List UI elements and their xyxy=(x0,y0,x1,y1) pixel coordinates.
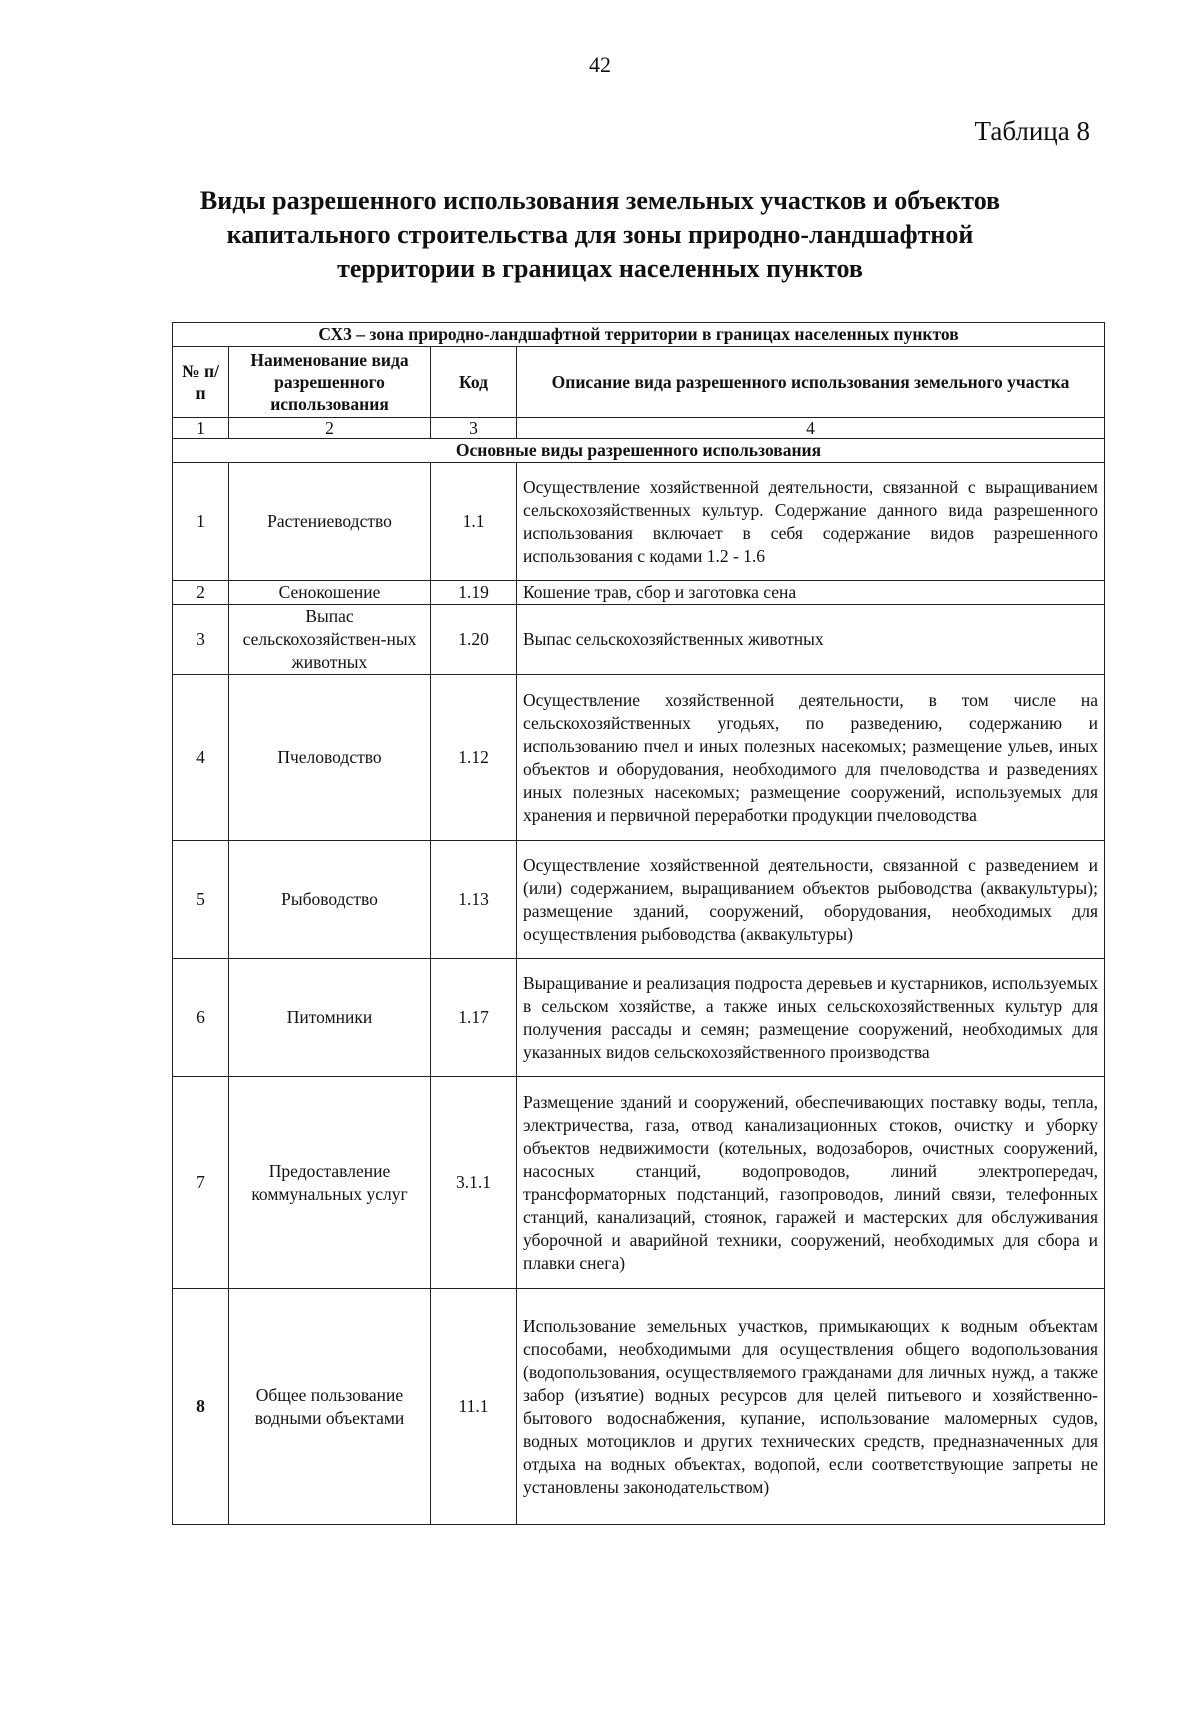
table-row xyxy=(173,605,1105,675)
row-name: Рыбоводство xyxy=(229,841,431,959)
column-number: 2 xyxy=(229,418,431,439)
row-code: 1.13 xyxy=(431,841,517,959)
table-row xyxy=(173,841,1105,959)
land-use-table xyxy=(172,322,1105,1525)
column-number: 4 xyxy=(517,418,1105,439)
page-number: 42 xyxy=(589,52,611,77)
header-code: Код xyxy=(431,347,517,418)
row-num: 7 xyxy=(173,1077,229,1289)
table-row xyxy=(173,581,1105,605)
row-name: Питомники xyxy=(229,959,431,1077)
row-code: 1.1 xyxy=(431,463,517,581)
section-row xyxy=(173,439,1105,463)
row-num: 5 xyxy=(173,841,229,959)
row-code: 1.17 xyxy=(431,959,517,1077)
document-title xyxy=(100,184,1100,286)
header-description: Описание вида разрешенного использования земельного участка xyxy=(517,347,1105,418)
row-description: Использование земельных участков, примыкающих к водным объектам способами, необходимыми для осуществления общего водопользования (водопользования, осуществляемого гражданами для личных нужд, а также забор (изъятие) водных ресурсов для целей питьевого и хозяйственно-бытового водоснабжения, купание, использование маломерных судов, водных мотоциклов и других технических средств, предназначенных для отдыха на водных объектах, водопой, если соответствующие запреты не установлены законодательством) xyxy=(517,1289,1105,1525)
column-header-row xyxy=(173,347,1105,418)
table-row xyxy=(173,959,1105,1077)
row-num: 4 xyxy=(173,675,229,841)
row-code: 3.1.1 xyxy=(431,1077,517,1289)
header-num: № п/п xyxy=(173,347,229,418)
header-name: Наименование вида разрешенного использования xyxy=(229,347,431,418)
row-name: Предоставление коммунальных услуг xyxy=(229,1077,431,1289)
row-description: Выпас сельскохозяйственных животных xyxy=(517,605,1105,675)
table-label: Таблица 8 xyxy=(974,116,1090,146)
section-title: Основные виды разрешенного использования xyxy=(173,439,1105,463)
row-num: 3 xyxy=(173,605,229,675)
row-name: Растениеводство xyxy=(229,463,431,581)
row-name: Сенокошение xyxy=(229,581,431,605)
row-name: Пчеловодство xyxy=(229,675,431,841)
row-description: Выращивание и реализация подроста деревьев и кустарников, используемых в сельском хозяйстве, а также иных сельскохозяйственных культур для получения рассады и семян; размещение сооружений, необходимых для указанных видов сельскохозяйственного производства xyxy=(517,959,1105,1077)
row-code: 1.20 xyxy=(431,605,517,675)
table-row xyxy=(173,1289,1105,1525)
table-row xyxy=(173,1077,1105,1289)
title-line: капитального строительства для зоны природно-ландшафтной xyxy=(226,220,974,249)
row-num: 8 xyxy=(173,1289,229,1525)
zone-header-row xyxy=(173,323,1105,347)
row-description: Осуществление хозяйственной деятельности, связанной с разведением и (или) содержанием, выращиванием объектов рыбоводства (аквакультуры); размещение зданий, сооружений, оборудования, необходимых для осуществления рыбоводства (аквакультуры) xyxy=(517,841,1105,959)
row-description: Осуществление хозяйственной деятельности, связанной с выращиванием сельскохозяйственных культур. Содержание данного вида разрешенного использования включает в себя содержание видов разрешенного использования с кодами 1.2 - 1.6 xyxy=(517,463,1105,581)
row-description: Кошение трав, сбор и заготовка сена xyxy=(517,581,1105,605)
row-code: 1.12 xyxy=(431,675,517,841)
row-num: 2 xyxy=(173,581,229,605)
title-line: территории в границах населенных пунктов xyxy=(337,254,863,283)
row-num: 1 xyxy=(173,463,229,581)
table-body xyxy=(173,323,1105,1525)
table-row xyxy=(173,675,1105,841)
column-number: 3 xyxy=(431,418,517,439)
row-description: Размещение зданий и сооружений, обеспечивающих поставку воды, тепла, электричества, газа, отвод канализационных стоков, очистку и уборку объектов недвижимости (котельных, водозаборов, очистных сооружений, насосных станций, водопроводов, линий электропередач, трансформаторных подстанций, газопроводов, линий связи, телефонных станций, канализаций, стоянок, гаражей и мастерских для обслуживания уборочной и аварийной техники, сооружений, необходимых для сбора и плавки снега) xyxy=(517,1077,1105,1289)
table-row xyxy=(173,463,1105,581)
row-code: 1.19 xyxy=(431,581,517,605)
column-number: 1 xyxy=(173,418,229,439)
zone-header: СХ3 – зона природно-ландшафтной территории в границах населенных пунктов xyxy=(173,323,1105,347)
row-code: 11.1 xyxy=(431,1289,517,1525)
row-name: Выпас сельскохозяйствен-ных животных xyxy=(229,605,431,675)
column-number-row xyxy=(173,418,1105,439)
title-line: Виды разрешенного использования земельных участков и объектов xyxy=(199,186,1001,215)
row-name: Общее пользование водными объектами xyxy=(229,1289,431,1525)
row-num: 6 xyxy=(173,959,229,1077)
row-description: Осуществление хозяйственной деятельности, в том числе на сельскохозяйственных угодьях, по разведению, содержанию и использованию пчел и иных полезных насекомых; размещение ульев, иных объектов и оборудования, необходимого для пчеловодства и разведениях иных полезных насекомых; размещение сооружений, используемых для хранения и первичной переработки продукции пчеловодства xyxy=(517,675,1105,841)
